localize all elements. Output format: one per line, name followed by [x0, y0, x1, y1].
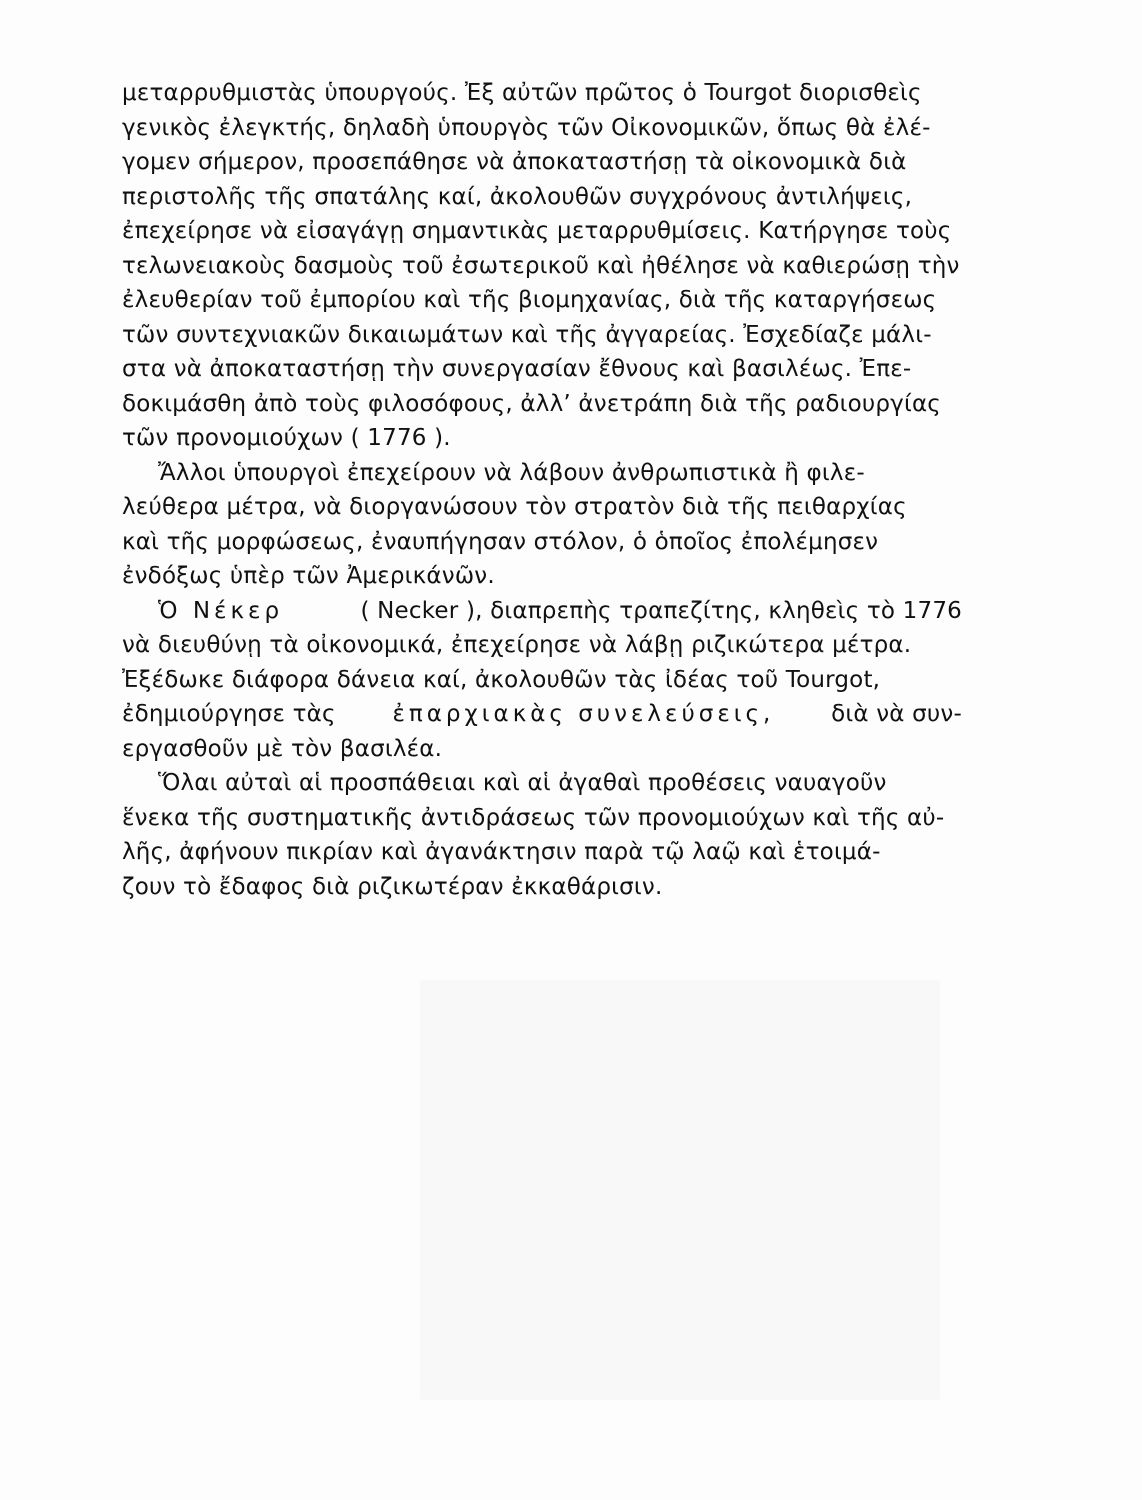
spaced-name-necker: Ὁ Νέκερ [158, 597, 284, 624]
text-line: τελωνειακοὺς δασμοὺς τοῦ ἐσωτερικοῦ καὶ ἠθέλησε νὰ καθιερώσῃ τὴν [122, 252, 960, 279]
bleed-through-shadow [420, 980, 940, 1400]
text-line [122, 594, 962, 629]
text-line: τῶν προνομιούχων ( 1776 ). [122, 425, 451, 451]
text-line: στα νὰ ἀποκαταστήσῃ τὴν συνεργασίαν ἔθνους καὶ βασιλέως. Ἐπε- [122, 356, 912, 382]
spaced-term-provincial-assemblies: ἐπαρχιακὰς συνελεύσεις, [392, 701, 775, 727]
text-line: ἐπεχείρησε νὰ εἰσαγάγῃ σημαντικὰς μεταρρυθμίσεις. Κατήργησε τοὺς [122, 218, 952, 244]
text-line: ζουν τὸ ἔδαφος διὰ ριζικωτέραν ἐκκαθάρισιν. [122, 873, 663, 900]
text-line: περιστολῆς τῆς σπατάλης καί, ἀκολουθῶν συγχρόνους ἀντιλήψεις, [122, 183, 913, 210]
line-start: ἐδημιούργησε τὰς [122, 701, 336, 727]
body-text [122, 76, 962, 904]
paragraph-2 [122, 456, 962, 594]
text-line: δοκιμάσθη ἀπὸ τοὺς φιλοσόφους, ἀλλ’ ἀνετράπη διὰ τῆς ραδιουργίας [122, 390, 942, 417]
paragraph-4 [122, 766, 962, 904]
text-line: Ἐξέδωκε διάφορα δάνεια καί, ἀκολουθῶν τὰς ἰδέας τοῦ Tourgot, [122, 666, 881, 693]
text-line: γενικὸς ἐλεγκτής, δηλαδὴ ὑπουργὸς τῶν Οἰκονομικῶν, ὅπως θὰ ἐλέ- [122, 114, 931, 141]
paragraph-3 [122, 594, 962, 767]
text-line: τῶν συντεχνιακῶν δικαιωμάτων καὶ τῆς ἀγγαρείας. Ἐσχεδίαζε μάλι- [122, 321, 932, 348]
text-line: νὰ διευθύνῃ τὰ οἰκονομικά, ἐπεχείρησε νὰ λάβῃ ριζικώτερα μέτρα. [122, 632, 912, 658]
text-line: Ὅλαι αὐταὶ αἱ προσπάθειαι καὶ αἱ ἀγαθαὶ προθέσεις ναυαγοῦν [158, 770, 887, 796]
text-line: ἐνδόξως ὑπὲρ τῶν Ἀμερικάνῶν. [122, 563, 495, 589]
line-end: διὰ νὰ συν- [831, 701, 962, 727]
text-line: γομεν σήμερον, προσεπάθησε νὰ ἀποκαταστήσῃ τὰ οἰκονομικὰ διὰ [122, 149, 907, 175]
text-line: μεταρρυθμιστὰς ὑπουργούς. Ἐξ αὐτῶν πρῶτος ὁ Tourgot διορισθεὶς [122, 80, 922, 106]
paragraph-1 [122, 76, 962, 456]
text-line: λῆς, ἀφήνουν πικρίαν καὶ ἀγανάκτησιν παρὰ τῷ λαῷ καὶ ἑτοιμά- [122, 839, 881, 865]
text-line: ἕνεκα τῆς συστηματικῆς ἀντιδράσεως τῶν προνομιούχων καὶ τῆς αὐ- [122, 804, 945, 831]
text-line [122, 697, 962, 732]
text-line: εργασθοῦν μὲ τὸν βασιλέα. [122, 735, 443, 762]
text-line: ἐλευθερίαν τοῦ ἐμπορίου καὶ τῆς βιομηχανίας, διὰ τῆς καταργήσεως [122, 287, 937, 313]
text-line: καὶ τῆς μορφώσεως, ἐναυπήγησαν στόλον, ὁ ὁποῖος ἐπολέμησεν [122, 528, 879, 555]
text-line: Ἄλλοι ὑπουργοὶ ἐπεχείρουν νὰ λάβουν ἀνθρωπιστικὰ ἢ φιλε- [158, 459, 865, 486]
text-line: λεύθερα μέτρα, νὰ διοργανώσουν τὸν στρατὸν διὰ τῆς πειθαρχίας [122, 494, 907, 520]
line-rest: ( Necker ), διαπρεπὴς τραπεζίτης, κληθεὶς τὸ 1776 [360, 597, 962, 624]
